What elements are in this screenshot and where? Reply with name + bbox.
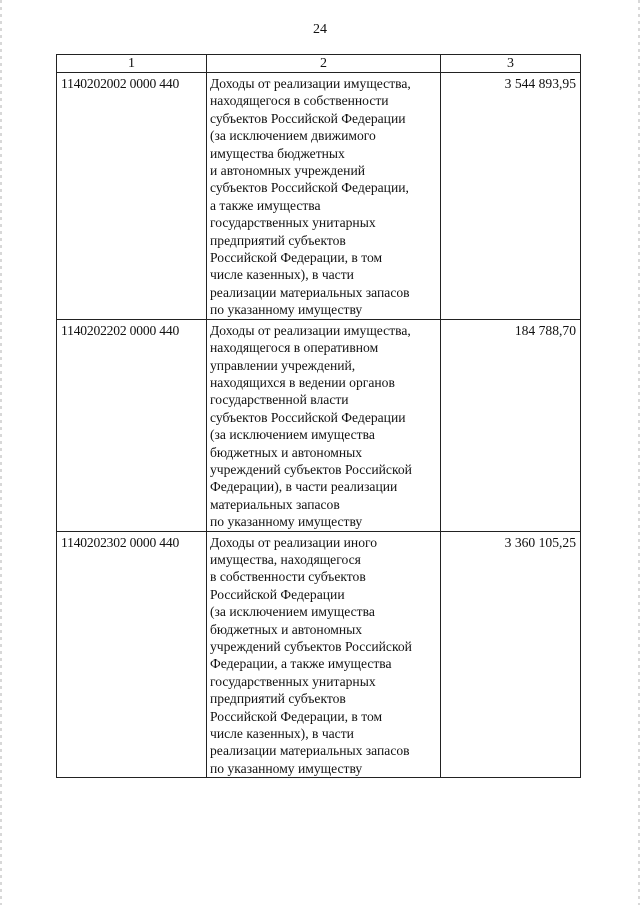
table-row <box>57 531 581 778</box>
description-line: субъектов Российской Федерации <box>210 110 406 126</box>
description-line: имущества бюджетных <box>210 145 345 161</box>
table-body <box>57 73 581 778</box>
column-header-2: 2 <box>207 55 441 73</box>
description-line: государственных унитарных <box>210 215 376 231</box>
page-number: 24 <box>313 22 327 37</box>
revenue-description-cell <box>207 73 441 320</box>
description-line: Российской Федерации <box>210 586 345 602</box>
description-line: находящихся в ведении органов <box>210 374 395 390</box>
revenue-description-cell <box>207 319 441 531</box>
description-line: Доходы от реализации имущества, <box>210 76 411 91</box>
description-line: субъектов Российской Федерации <box>210 409 406 425</box>
description-line: находящегося в оперативном <box>210 340 379 356</box>
revenue-description-cell <box>207 531 441 778</box>
description-line: (за исключением имущества <box>210 604 375 620</box>
description-line: Доходы от реализации имущества, <box>210 322 411 338</box>
table-row <box>57 319 581 531</box>
amount-cell: 3 544 893,95 <box>441 73 581 320</box>
revenue-code-cell: 1140202302 0000 440 <box>57 531 207 778</box>
description-line: по указанному имуществу <box>210 302 363 318</box>
column-header-3: 3 <box>441 55 581 73</box>
description-line: Доходы от реализации иного <box>210 534 378 550</box>
description-line: реализации материальных запасов <box>210 743 410 759</box>
description-line: реализации материальных запасов <box>210 284 410 300</box>
description-line: по указанному имуществу <box>210 760 363 776</box>
description-line: материальных запасов <box>210 496 340 512</box>
description-line: учреждений субъектов Российской <box>210 639 412 654</box>
description-line: а также имущества <box>210 197 321 213</box>
revenue-table <box>56 54 581 778</box>
description-line: имущества, находящегося <box>210 551 361 567</box>
description-line: субъектов Российской Федерации, <box>210 180 409 196</box>
scan-edge-left <box>0 0 2 905</box>
description-line: числе казенных), в части <box>210 267 354 283</box>
description-line: и автономных учреждений <box>210 163 365 179</box>
description-line: государственных унитарных <box>210 673 376 689</box>
amount-cell: 184 788,70 <box>441 319 581 531</box>
description-line: числе казенных), в части <box>210 726 354 742</box>
description-line: учреждений субъектов Российской <box>210 461 412 477</box>
column-header-1: 1 <box>57 55 207 73</box>
revenue-code-cell: 1140202202 0000 440 <box>57 319 207 531</box>
revenue-code-cell: 1140202002 0000 440 <box>57 73 207 320</box>
description-line: Российской Федерации, в том <box>210 250 383 266</box>
table-header-row <box>57 55 581 73</box>
description-line: предприятий субъектов <box>210 232 346 248</box>
description-line: (за исключением движимого <box>210 128 376 144</box>
amount-cell: 3 360 105,25 <box>441 531 581 778</box>
description-line: бюджетных и автономных <box>210 621 363 637</box>
revenue-table-container <box>56 54 580 778</box>
description-line: предприятий субъектов <box>210 691 346 707</box>
description-line: (за исключением имущества <box>210 427 375 443</box>
description-line: управлении учреждений, <box>210 357 356 373</box>
table-row <box>57 73 581 320</box>
description-line: бюджетных и автономных <box>210 444 363 460</box>
description-line: Российской Федерации, в том <box>210 708 383 724</box>
description-line: государственной власти <box>210 392 349 408</box>
description-line: Федерации), в части реализации <box>210 479 398 495</box>
description-line: Федерации, а также имущества <box>210 656 392 672</box>
description-line: по указанному имуществу <box>210 514 363 530</box>
description-line: в собственности субъектов <box>210 569 366 585</box>
description-line: находящегося в собственности <box>210 93 389 109</box>
